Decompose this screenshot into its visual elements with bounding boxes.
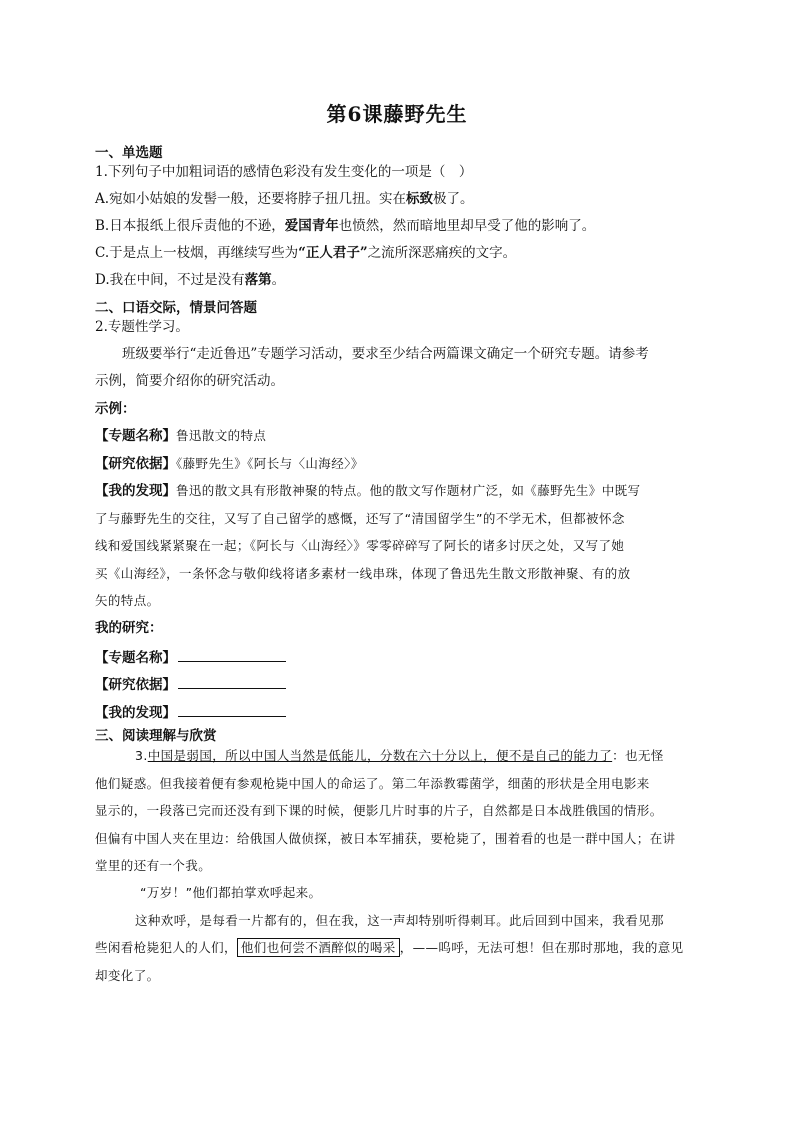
field-label: 【研究依据】: [95, 677, 176, 693]
bold-term: 爱国青年: [284, 218, 339, 234]
question-number: 3.: [135, 748, 148, 763]
field-label: 【专题名称】: [95, 650, 176, 666]
passage-text: ：也无怪: [612, 748, 664, 763]
passage-line: 他们疑惑。但我接着便有参观枪毙中国人的命运了。第二年添教霉菌学，细菌的形状是全用电影来: [95, 776, 650, 791]
passage-line: 这种欢呼，是每看一片都有的，但在我，这一声却特别听得刺耳。此后回到中国来，我看见那: [135, 913, 664, 928]
finding-line: 鲁迅的散文具有形散神聚的特点。他的散文写作题材广泛，如《藤野先生》中既写: [176, 483, 641, 498]
bold-term: 落第: [244, 272, 272, 288]
finding-line: 买《山海经》，一条怀念与敬仰线将诸多素材一线串珠，体现了鲁迅先生散文形散神聚、有的放: [95, 566, 631, 581]
passage-line: 但偏有中国人夹在里边：给俄国人做侦探，被日本军捕获，要枪毙了，围着看的也是一群中国人；在讲: [95, 831, 676, 846]
field-label: 【研究依据】: [95, 456, 176, 472]
section3-heading: 三、阅读理解与欣赏: [95, 728, 217, 744]
answer-blank[interactable]: [178, 674, 286, 689]
my-topic-row: [95, 647, 286, 667]
field-label: 【我的发现】: [95, 705, 176, 721]
question-2: 2.专题性学习。: [95, 319, 189, 335]
page-title: 第6课藤野先生: [326, 102, 468, 126]
option-text: 也愤然，然而暗地里却早受了他的影响了。: [338, 218, 596, 234]
prompt-line: 示例，简要介绍你的研究活动。: [95, 373, 284, 389]
option-text: 。: [271, 272, 286, 288]
option-text: C.于是点上一枝烟，再继续写些为: [95, 245, 299, 261]
passage-line: 却变化了。: [95, 968, 160, 983]
passage-line: [95, 939, 684, 957]
prompt-line: 班级要举行“走近鲁迅”专题学习活动，要求至少结合两篇课文确定一个研究专题。请参考: [122, 346, 649, 362]
passage-line: “万岁！”他们都拍掌欢呼起来。: [140, 885, 322, 900]
option-a: [95, 190, 474, 208]
passage-line: 显示的，一段落已完而还没有到下课的时候，便影几片时事的片子，自然都是日本战胜俄国的情形。: [95, 803, 663, 818]
example-label: 示例：: [95, 401, 136, 417]
underlined-sentence: 中国是弱国，所以中国人当然是低能儿，分数在六十分以上，便不是自己的能力了: [147, 748, 613, 763]
option-d: [95, 271, 285, 289]
section1-heading: 一、单选题: [95, 145, 163, 161]
boxed-sentence: 他们也何尝不酒醉似的喝采: [237, 938, 400, 957]
my-research-label: 我的研究：: [95, 620, 163, 636]
passage-line: 堂里的还有一个我。: [95, 858, 212, 873]
option-text: D.我在中间，不过是没有: [95, 272, 245, 288]
field-label: 【我的发现】: [95, 483, 176, 499]
passage-text: ，——呜呼，无法可想！但在那时那地，我的意见: [399, 940, 684, 955]
option-c: [95, 244, 516, 262]
example-basis: [95, 455, 364, 473]
passage-line: [135, 747, 664, 765]
my-basis-row: [95, 674, 286, 694]
finding-line: 矢的特点。: [95, 593, 160, 608]
field-label: 【专题名称】: [95, 428, 176, 444]
option-text: A.宛如小姑娘的发髻一般，还要将脖子扭几扭。实在: [95, 191, 407, 207]
bold-term: “正人君子”: [298, 245, 368, 261]
option-text: 之流所深恶痛疾的文字。: [367, 245, 517, 261]
option-b: [95, 217, 595, 235]
field-value: 鲁迅散文的特点: [176, 428, 267, 443]
question-1: 1.下列句子中加粗词语的感情色彩没有发生变化的一项是（ ）: [95, 164, 473, 180]
finding-line: 线和爱国线紧紧聚在一起；《阿长与〈山海经〉》零零碎碎写了阿长的诸多讨厌之处，又写了她: [95, 538, 625, 553]
finding-line: 了与藤野先生的交往，又写了自己留学的感慨，还写了“清国留学生”的不学无术，但都被怀念: [95, 511, 625, 526]
option-text: B.日本报纸上很斥责他的不逊，: [95, 218, 285, 234]
my-finding-row: [95, 702, 286, 722]
example-finding: [95, 482, 640, 500]
answer-blank[interactable]: [178, 702, 286, 717]
passage-text: 些闲看枪毙犯人的人们，: [95, 940, 237, 955]
option-text: 极了。: [433, 191, 474, 207]
field-value: 《藤野先生》《阿长与〈山海经〉》: [176, 456, 364, 471]
answer-blank[interactable]: [178, 647, 286, 662]
example-topic: [95, 427, 266, 445]
section2-heading: 二、口语交际，情景问答题: [95, 300, 257, 316]
bold-term: 标致: [406, 191, 434, 207]
